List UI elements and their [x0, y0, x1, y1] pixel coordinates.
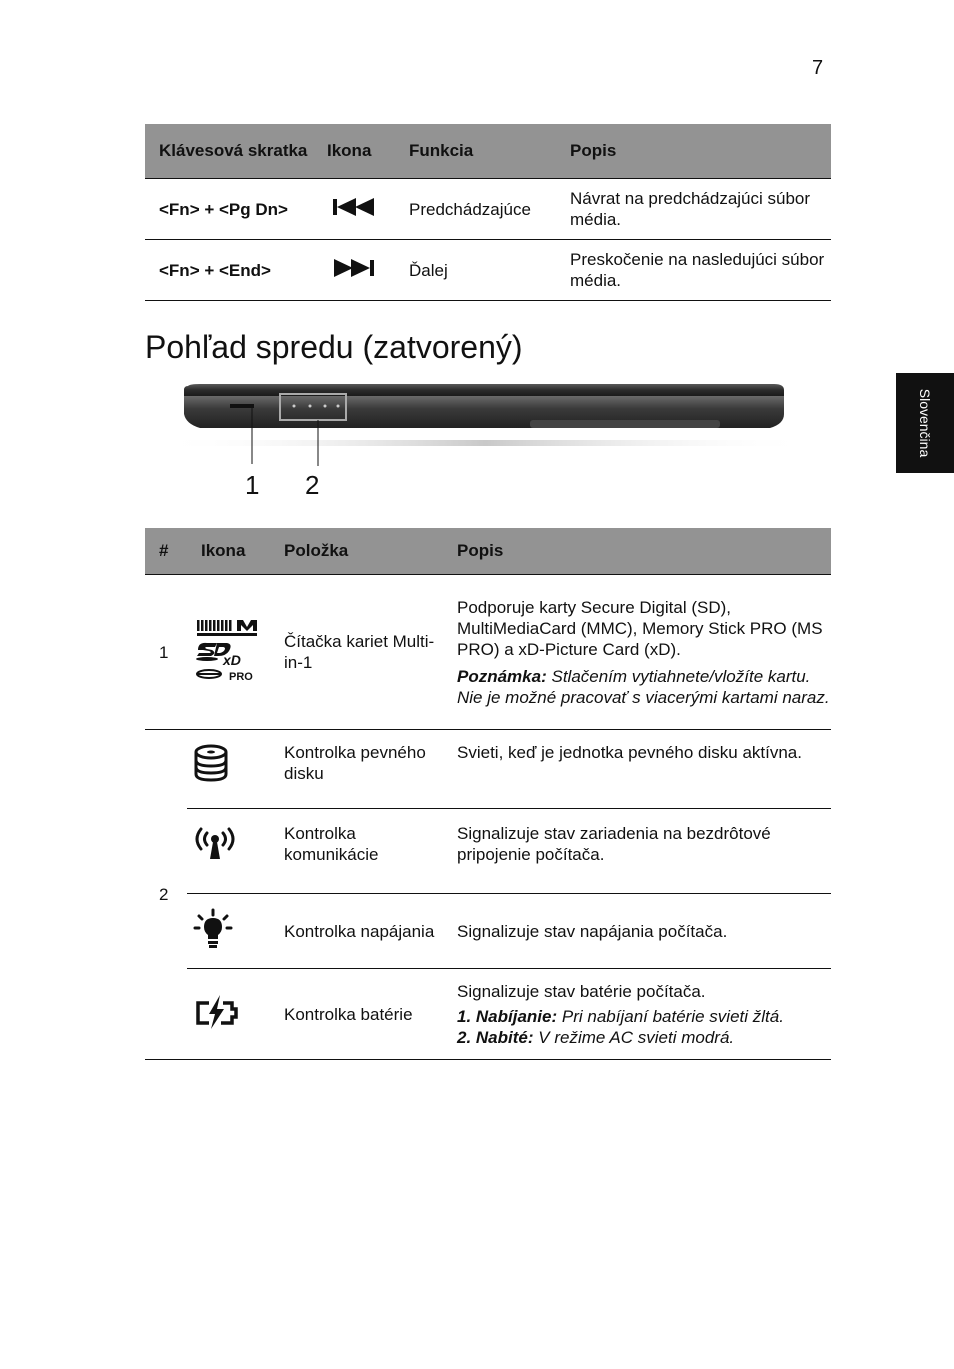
item-description: Podporuje karty Secure Digital (SD), MultiMediaCard (MMC), Memory Stick PRO (MS PRO) a xD-Picture Card (xD).: [457, 597, 823, 659]
shortcut-description: Návrat na predchádzajúci súbor média.: [556, 179, 831, 240]
list-item-label: 1. Nabíjanie:: [457, 1006, 558, 1026]
shortcut-table: [145, 124, 831, 301]
item-name: Kontrolka pevného disku: [270, 730, 443, 809]
item-description: Svieti, keď je jednotka pevného disku aktívna.: [443, 730, 831, 809]
page-number: 7: [812, 57, 824, 79]
item-name: Čítačka kariet Multi-in-1: [270, 575, 443, 730]
table-row: [145, 894, 831, 969]
front-table-header: [145, 528, 831, 575]
note-text: Stlačením vytiahnete/vložíte kartu. Nie je možné pracovať s viacerými kartami naraz.: [457, 666, 830, 707]
language-side-tab: [896, 373, 954, 473]
front-view-table: [145, 528, 831, 1060]
next-track-icon: [332, 258, 376, 278]
table-row: [145, 809, 831, 894]
note-label: Poznámka:: [457, 666, 547, 686]
item-description: Signalizuje stav zariadenia na bezdrôtové pripojenie počítača.: [443, 809, 831, 894]
power-indicator-icon: [193, 908, 233, 950]
list-item: [457, 1006, 831, 1027]
svg-text:PRO: PRO: [229, 670, 253, 682]
item-note: [457, 666, 831, 708]
item-name: Kontrolka komunikácie: [270, 809, 443, 894]
language-label: Slovenčina: [917, 388, 933, 458]
header-item: Položka: [270, 528, 443, 575]
list-item-text: Pri nabíjaní batérie svieti žltá.: [561, 1006, 784, 1026]
table-row: [145, 240, 831, 301]
table-row: [145, 575, 831, 730]
shortcut-key: <Fn> + <Pg Dn>: [145, 179, 313, 240]
battery-indicator-icon: [193, 993, 239, 1031]
wireless-communication-icon: [193, 825, 237, 861]
battery-status-list: [457, 1006, 831, 1048]
shortcut-description: Preskočenie na nasledujúci súbor média.: [556, 240, 831, 301]
previous-track-icon: [332, 197, 376, 217]
item-description: Signalizuje stav napájania počítača.: [443, 894, 831, 969]
list-item: [457, 1027, 831, 1048]
header-function: Funkcia: [395, 124, 556, 179]
list-item-text: V režime AC svieti modrá.: [538, 1027, 735, 1047]
row-number: 2: [145, 730, 187, 1060]
item-description: Signalizuje stav batérie počítača.: [457, 981, 706, 1001]
callout-1: 1: [245, 470, 260, 500]
header-icon: Ikona: [313, 124, 395, 179]
header-icon: Ikona: [187, 528, 270, 575]
header-description: Popis: [443, 528, 831, 575]
hdd-indicator-icon: [193, 744, 229, 782]
laptop-front-view-illustration: [160, 378, 810, 468]
shortcut-key: <Fn> + <End>: [145, 240, 313, 301]
section-title: Pohľad spredu (zatvorený): [145, 329, 523, 365]
shortcut-function: Predchádzajúce: [395, 179, 556, 240]
shortcut-function: Ďalej: [395, 240, 556, 301]
header-shortcut: Klávesová skratka: [145, 124, 313, 179]
shortcut-table-header: [145, 124, 831, 179]
callout-2: 2: [305, 470, 320, 500]
list-item-label: 2. Nabité:: [457, 1027, 534, 1047]
item-name: Kontrolka batérie: [270, 969, 443, 1060]
table-row: [145, 969, 831, 1060]
table-row: [145, 179, 831, 240]
item-name: Kontrolka napájania: [270, 894, 443, 969]
table-row: [145, 730, 831, 809]
header-description: Popis: [556, 124, 831, 179]
header-number: #: [145, 528, 187, 575]
row-number: 1: [145, 575, 187, 730]
multi-in-1-card-reader-icon: [193, 618, 259, 682]
svg-text:xD: xD: [223, 651, 241, 668]
